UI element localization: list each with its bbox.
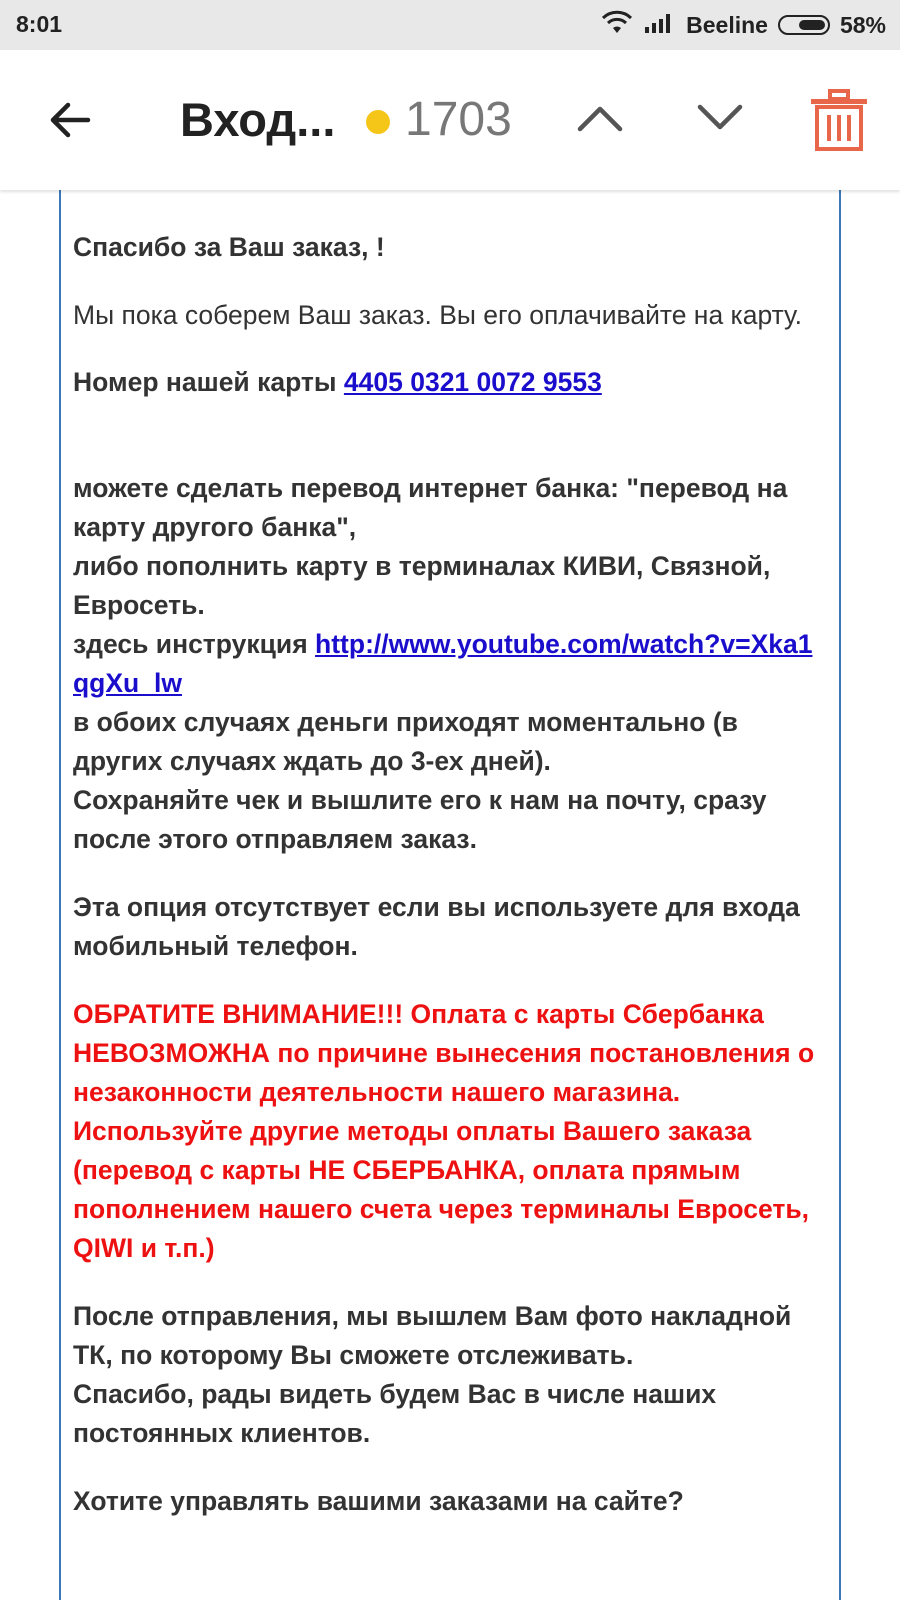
card-label: Номер нашей карты [73, 367, 344, 397]
payment-instructions [73, 469, 827, 859]
unread-dot-icon [366, 110, 390, 134]
signal-icon [644, 10, 676, 40]
next-message-button[interactable] [690, 88, 750, 148]
closing-text [73, 1297, 827, 1453]
card-number-line [73, 363, 827, 402]
after-sending-note: После отправления, мы вышлем Вам фото накладной ТК, по которому Вы сможете отслеживать. [73, 1301, 792, 1370]
folder-title[interactable]: Вход... [180, 93, 336, 146]
instruction-label: здесь инструкция [73, 629, 316, 659]
instruction-video-link[interactable]: http://www.youtube.com/watch?v=Xka1qgXu_lw [73, 629, 813, 698]
status-bar [0, 0, 900, 50]
email-body [59, 190, 841, 1600]
back-arrow-icon [48, 100, 92, 140]
instruction-line [73, 625, 827, 703]
receipt-note: Сохраняйте чек и вышлите его к нам на почту, сразу после этого отправляем заказ. [73, 785, 767, 854]
back-button[interactable] [38, 88, 102, 152]
sberbank-warning: ОБРАТИТЕ ВНИМАНИЕ!!! Оплата с карты Сбербанка НЕВОЗМОЖНА по причине вынесения постановления о незаконности деятельности нашего магазина. Используйте другие методы оплаты Вашего заказа (перевод с карты НЕ СБЕРБАНКА, оплата прямым пополнением нашего счета через терминалы Евросеть, QIWI и т.п.) [73, 999, 815, 1263]
card-number-link[interactable]: 4405 0321 0072 9553 [343, 367, 602, 397]
greeting: Спасибо за Ваш заказ, ! [73, 232, 385, 262]
status-time: 8:01 [16, 11, 63, 37]
transfer-line-2: либо пополнить карту в терминалах КИВИ, Связной, Евросеть. [73, 551, 771, 620]
transfer-line-1: можете сделать перевод интернет банка: "перевод на карту другого банка", [73, 473, 788, 542]
chevron-down-icon [697, 104, 743, 132]
chevron-up-icon [577, 104, 623, 132]
delete-button[interactable] [808, 88, 870, 152]
battery-icon [778, 15, 830, 35]
trash-icon [808, 88, 870, 152]
battery-percent: 58% [839, 11, 886, 38]
message-toolbar [0, 50, 900, 190]
unread-count: 1703 [405, 93, 512, 146]
wifi-icon [600, 9, 634, 41]
instant-note: в обоих случаях деньги приходят моментально (в других случаях ждать до 3-ех дней). [73, 707, 738, 776]
mobile-note: Эта опция отсутствует если вы используете для входа мобильный телефон. [73, 892, 800, 961]
previous-message-button[interactable] [570, 88, 630, 148]
thanks-note: Спасибо, рады видеть будем Вас в числе наших постоянных клиентов. [73, 1379, 717, 1448]
manage-orders-heading: Хотите управлять вашими заказами на сайте? [73, 1486, 684, 1516]
status-icons [600, 9, 886, 41]
intro-text: Мы пока соберем Ваш заказ. Вы его оплачивайте на карту. [73, 300, 803, 330]
carrier-name: Beeline [686, 11, 768, 38]
